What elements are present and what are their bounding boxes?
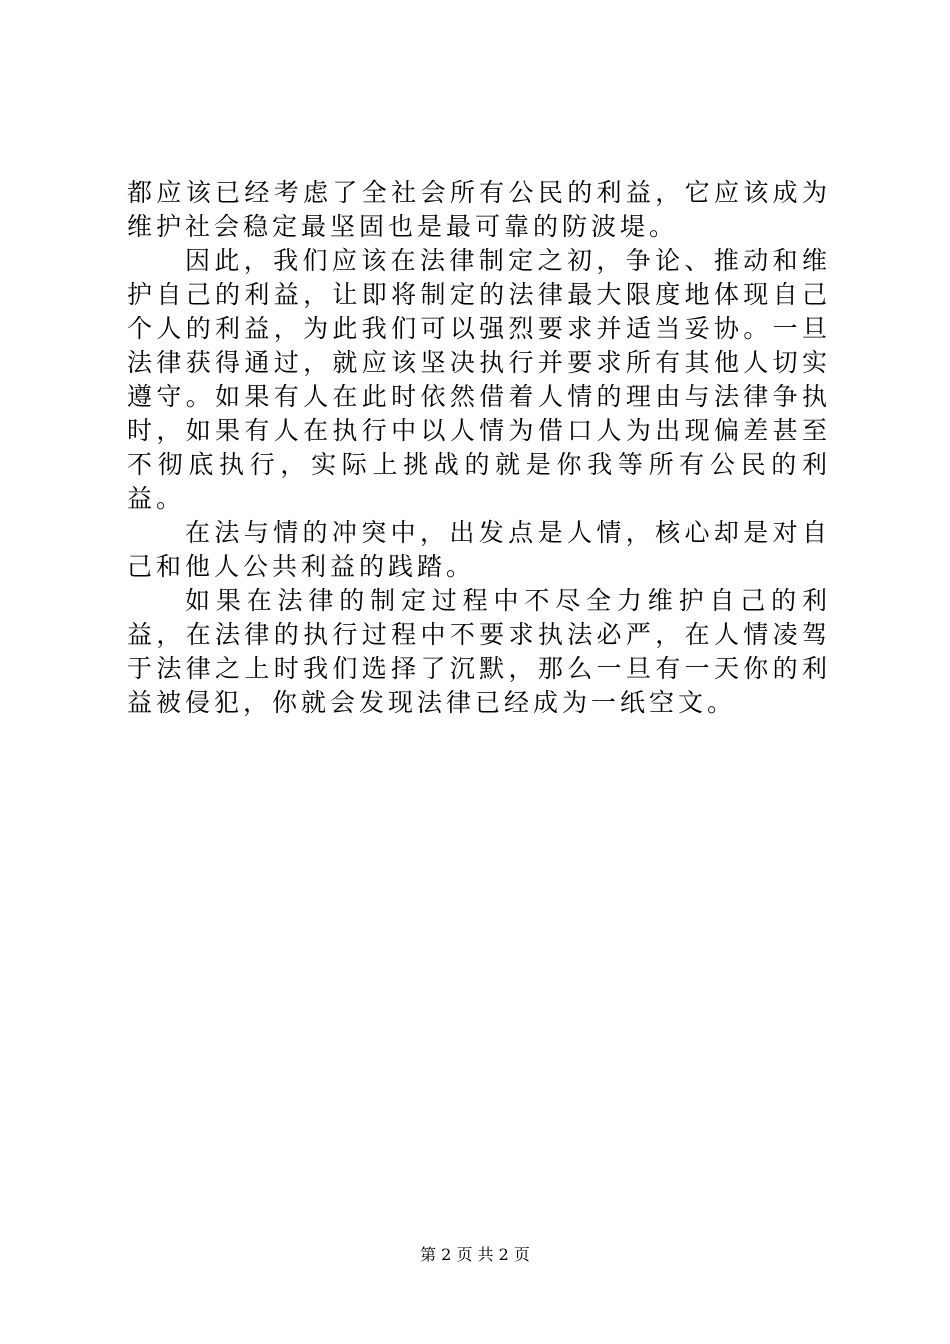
paragraph-3: 在法与情的冲突中，出发点是人情，核心却是对自己和他人公共利益的践踏。 [127, 518, 831, 581]
paragraph-1: 都应该已经考虑了全社会所有公民的利益，它应该成为维护社会稳定最坚固也是最可靠的防波堤。 [127, 178, 831, 241]
document-body [127, 176, 831, 720]
paragraph-2: 因此，我们应该在法律制定之初，争论、推动和维护自己的利益，让即将制定的法律最大限度地体现自己个人的利益，为此我们可以强烈要求并适当妥协。一旦法律获得通过，就应该坚决执行并要求所有其他人切实遵守。如果有人在此时依然借着人情的理由与法律争执时，如果有人在执行中以人情为借口人为出现偏差甚至不彻底执行，实际上挑战的就是你我等所有公民的利益。 [127, 246, 831, 513]
page-number-footer: 第 2 页 共 2 页 [420, 1245, 530, 1264]
paragraph-4: 如果在法律的制定过程中不尽全力维护自己的利益，在法律的执行过程中不要求执法必严，在人情凌驾于法律之上时我们选择了沉默，那么一旦有一天你的利益被侵犯，你就会发现法律已经成为一纸空文。 [127, 586, 831, 717]
